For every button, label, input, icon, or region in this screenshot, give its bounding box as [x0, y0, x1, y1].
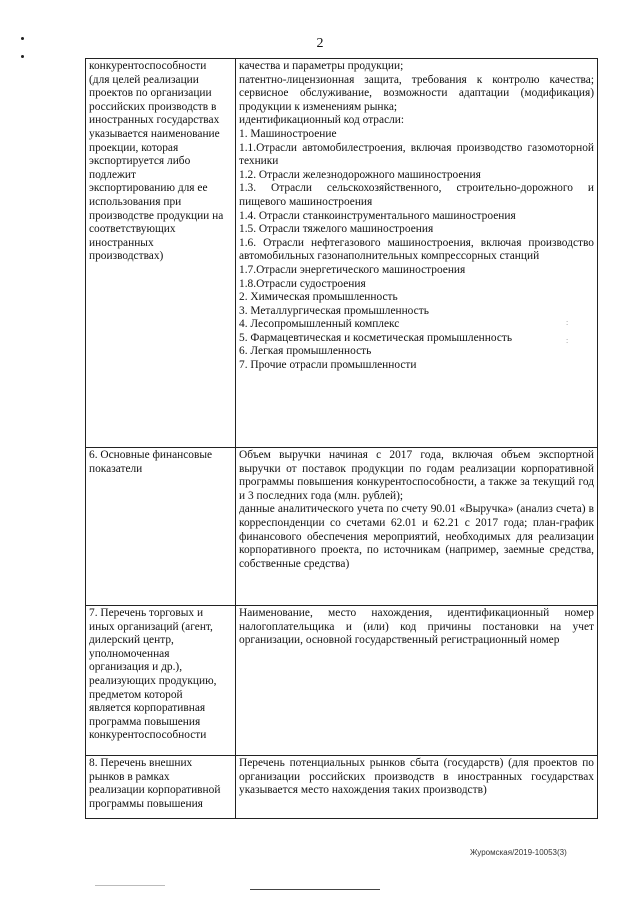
row-label-line: проекции, которая	[89, 141, 179, 154]
row-label-line: дилерский центр,	[89, 634, 174, 647]
punch-mark	[21, 55, 24, 58]
row-label-line: подлежит	[89, 168, 136, 181]
industry-code-item: 1. Машиностроение	[239, 127, 337, 140]
row-content-cell	[236, 59, 598, 448]
row-label-line: конкурентоспособности	[89, 729, 207, 742]
row-content-cell	[236, 756, 598, 819]
row-label-line: иностранных государствах	[89, 114, 220, 127]
row-label-cell	[86, 756, 236, 819]
content-paragraph: Объем выручки начиная с 2017 года, включая объем экспортной выручки от поставок продукции по годам реализации корпоративной программы повышения конкурентоспособности, а также за текущий год и 3 последних года (млн. рублей);	[239, 449, 594, 502]
table-row	[86, 59, 598, 448]
row-label-line: иных организаций (агент,	[89, 620, 213, 633]
row-label-cell	[86, 59, 236, 448]
row-label-line: иностранных	[89, 236, 154, 249]
industry-code-item: 3. Металлургическая промышленность	[239, 304, 429, 317]
row-label-line: (для целей реализации	[89, 73, 199, 86]
row-label-line: является корпоративная	[89, 702, 206, 715]
row-label-line: уполномоченная	[89, 647, 170, 660]
row-label-line: 8. Перечень внешних	[89, 757, 193, 769]
industry-code-item: 4. Лесопромышленный комплекс	[239, 318, 400, 331]
row-label-line: соответствующих	[89, 223, 176, 236]
row-label-line: конкурентоспособности	[89, 60, 207, 72]
row-label-line: российских производств в	[89, 100, 217, 113]
table-row	[86, 606, 598, 756]
row-label-line: указывается наименование	[89, 127, 220, 140]
industry-code-item: 1.6. Отрасли нефтегазового машиностроения, включая производство автомобильных газонаполнительных компрессорных станций	[239, 236, 594, 263]
row-label-line: показатели	[89, 462, 143, 475]
divider	[95, 885, 165, 886]
content-paragraph: качества и параметры продукции;	[239, 60, 404, 72]
row-content-cell	[236, 606, 598, 756]
industry-code-item: 1.7.Отрасли энергетического машиностроения	[239, 263, 466, 276]
industry-code-item: 1.8.Отрасли судостроения	[239, 277, 366, 290]
row-label-line: экспортированию для ее	[89, 182, 208, 195]
row-label-cell	[86, 448, 236, 606]
row-label-line: 7. Перечень торговых и	[89, 607, 204, 619]
document-stamp: Журомская/2019-10053(3)	[470, 848, 567, 857]
row-label-line: предметом которой	[89, 688, 183, 701]
row-label-cell	[86, 606, 236, 756]
industry-code-item: 7. Прочие отрасли промышленности	[239, 359, 417, 372]
row-content-cell	[236, 448, 598, 606]
industry-code-item: 1.5. Отрасли тяжелого машиностроения	[239, 223, 434, 236]
industry-code-item: 1.3. Отрасли сельскохозяйственного, строительно-дорожного и пищевого машиностроения	[239, 182, 594, 208]
requirements-table	[85, 58, 598, 819]
industry-code-item: 2. Химическая промышленность	[239, 291, 398, 304]
row-label-line: производствах)	[89, 250, 164, 263]
row-label-line: реализующих продукцию,	[89, 674, 217, 687]
industry-code-item: 5. Фармацевтическая и косметическая промышленность	[239, 331, 513, 344]
content-paragraph: патентно-лицензионная защита, требования к контролю качества; сервисное обслуживание, возможности адаптации (модификация) продукции к изменениям рынка;	[239, 73, 594, 113]
table-row	[86, 756, 598, 819]
scan-mark: :	[566, 318, 569, 327]
table-row	[86, 448, 598, 606]
industry-code-item: 1.1.Отрасли автомобилестроения, включая производство газомоторной техники	[239, 141, 594, 168]
content-paragraph: Перечень потенциальных рынков сбыта (государств) (для проектов по организации российских производств в иностранных государствах указывается место нахождения таких производств)	[239, 757, 594, 797]
row-label-line: использования при	[89, 195, 182, 208]
row-label-line: проектов по организации	[89, 87, 212, 100]
divider	[250, 889, 380, 890]
page-number: 2	[316, 36, 324, 51]
row-label-line: программа повышения	[89, 715, 201, 728]
row-label-line: организация и др.),	[89, 661, 183, 674]
row-label-line: реализации корпоративной	[89, 784, 221, 797]
row-label-line: производстве продукции на	[89, 209, 224, 222]
content-paragraph: идентификационный код отрасли:	[239, 114, 405, 127]
row-label-line: программы повышения	[89, 797, 203, 810]
scan-mark: :	[566, 336, 569, 345]
industry-code-item: 6. Легкая промышленность	[239, 345, 372, 358]
row-label-line: рынков в рамках	[89, 770, 170, 783]
content-paragraph: Наименование, место нахождения, идентификационный номер налогоплательщика и (или) код причины постановки на учет организации, основной государственный регистрационный номер	[239, 607, 594, 647]
industry-code-item: 1.4. Отрасли станкоинструментального машиностроения	[239, 209, 516, 222]
row-label-line: экспортируется либо	[89, 155, 191, 168]
row-label-line: 6. Основные финансовые	[89, 449, 213, 461]
content-paragraph: данные аналитического учета по счету 90.01 «Выручка» (анализ счета) в корреспонденции со счетами 62.01 и 62.21 с 2017 года; план-график финансового обеспечения мероприятий, необходимых для реализации корпоративного проекта, по источникам (например, заемные средства, собственные средства)	[239, 503, 594, 570]
industry-code-item: 1.2. Отрасли железнодорожного машиностроения	[239, 168, 481, 181]
